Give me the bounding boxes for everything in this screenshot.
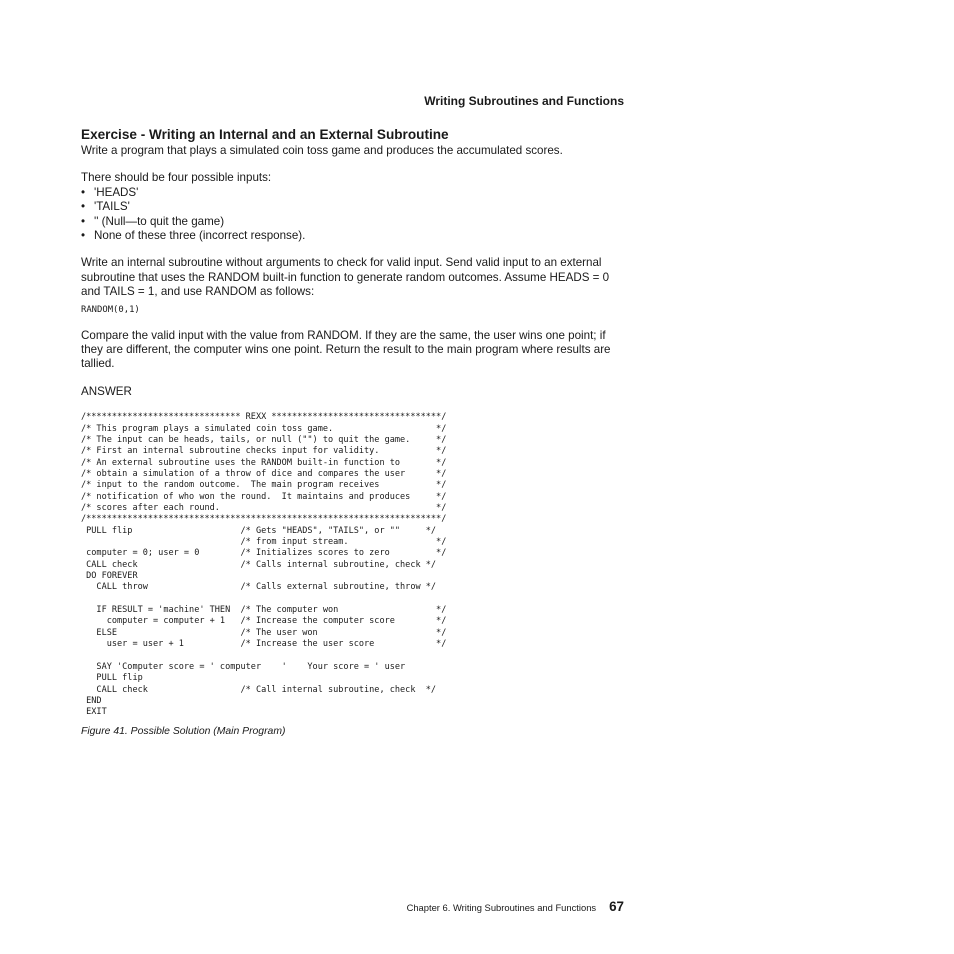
code-line: /* The input can be heads, tails, or null ("") to quit the game. */ [81,434,447,445]
code-line: /* An external subroutine uses the RANDOM built-in function to */ [81,457,447,468]
figure-caption: Figure 41. Possible Solution (Main Program) [81,725,286,737]
running-head: Writing Subroutines and Functions [424,94,624,108]
list-item-text: 'HEADS' [94,185,139,199]
bullet-icon: • [81,200,86,214]
code-line: user = user + 1 /* Increase the user score */ [81,639,447,650]
page-content [81,127,621,739]
code-line: SAY 'Computer score = ' computer ' Your score = ' user [81,661,406,672]
code-line: PULL flip /* Gets "HEADS", "TAILS", or "" */ [81,525,437,536]
code-listing [81,412,621,718]
code-line: CALL check /* Calls internal subroutine, check */ [81,559,437,570]
code-line: PULL flip [81,673,143,684]
code-line [81,594,621,605]
list-item [81,215,621,229]
list-item [81,200,621,214]
code-line: /* scores after each round. */ [81,503,447,514]
code-line: END [81,695,102,706]
code-line [81,651,621,662]
code-line: DO FOREVER [81,571,138,582]
code-line: CALL check /* Call internal subroutine, check */ [81,684,437,695]
code-line: EXIT [81,707,107,718]
code-line: /* First an internal subroutine checks input for validity. */ [81,446,447,457]
list-item-text: None of these three (incorrect response). [94,229,306,243]
list-item [81,229,621,243]
instructions-paragraph: Write an internal subroutine without arguments to check for valid input. Send valid input to an external subroutine that uses the RANDOM built-in function to generate random outcomes. Assume HEADS = 0 and TAILS = 1, and use RANDOM as follows: [81,256,610,299]
bullet-icon: • [81,229,86,243]
bullet-icon: • [81,214,86,228]
random-call-example: RANDOM(0,1) [81,304,140,315]
list-item-text: '' (Null—to quit the game) [94,214,225,228]
code-line: /* input to the random outcome. The main program receives */ [81,480,447,491]
compare-paragraph: Compare the valid input with the value from RANDOM. If they are the same, the user wins one point; if they are different, the computer wins one point. Return the result to the main program where results are tallied. [81,328,611,371]
code-line: /****************************** REXX *********************************/ [81,412,447,423]
code-line: /* obtain a simulation of a throw of dice and compares the user */ [81,469,447,479]
code-line: /* This program plays a simulated coin toss game. */ [81,423,447,434]
intro-paragraph: Write a program that plays a simulated coin toss game and produces the accumulated scores. [81,144,563,157]
code-line: ELSE /* The user won */ [81,627,447,638]
answer-label: ANSWER [81,384,132,398]
code-line: IF RESULT = 'machine' THEN /* The computer won */ [81,605,447,616]
section-title: Exercise - Writing an Internal and an External Subroutine [81,127,449,142]
list-item-text: 'TAILS' [94,200,130,214]
code-line: computer = computer + 1 /* Increase the computer score */ [81,616,447,627]
code-line: /*********************************************************************/ [81,514,447,525]
code-line: computer = 0; user = 0 /* Initializes scores to zero */ [81,548,447,559]
inputs-list [81,186,621,244]
bullet-icon: • [81,185,86,199]
page-footer [407,899,624,914]
list-item [81,186,621,200]
code-line: /* from input stream. */ [81,537,447,548]
inputs-intro: There should be four possible inputs: [81,171,272,185]
page-number: 67 [609,899,624,914]
code-line: /* notification of who won the round. It maintains and produces */ [81,491,447,502]
code-line: CALL throw /* Calls external subroutine, throw */ [81,582,437,593]
footer-chapter: Chapter 6. Writing Subroutines and Functions [406,902,597,913]
